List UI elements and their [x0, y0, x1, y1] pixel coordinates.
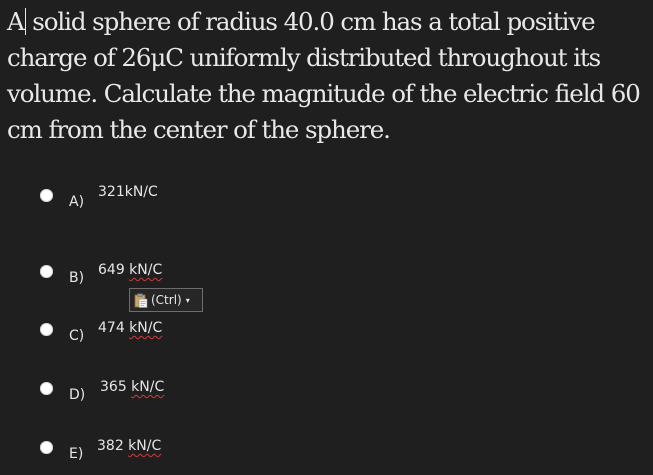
option-d — [0, 375, 400, 415]
paste-options-label: (Ctrl) — [151, 293, 182, 307]
option-letter-d: D) — [69, 387, 86, 403]
radio-button-a[interactable] — [40, 189, 53, 202]
option-letter-e: E) — [69, 446, 84, 462]
question-first-letter: A — [7, 7, 24, 36]
option-letter-b: B) — [69, 270, 85, 286]
radio-button-d[interactable] — [40, 382, 53, 395]
option-value-d-unit: kN/C — [131, 379, 165, 395]
option-value-c — [98, 320, 162, 336]
option-value-d — [100, 379, 164, 395]
paste-options-button[interactable] — [129, 288, 203, 312]
option-value-e-unit: kN/C — [128, 438, 162, 454]
option-value-a — [98, 184, 158, 200]
clipboard-icon — [134, 293, 148, 308]
option-value-c-number: 474 — [98, 320, 130, 336]
radio-button-b[interactable] — [40, 265, 53, 278]
question-body: solid sphere of radius 40.0 cm has a total positive charge of 26μC uniformly distributed throughout its volume. Calculate the magnitude of the electric field 60 cm from the center of the sphere. — [7, 7, 640, 144]
option-letter-a: A) — [69, 194, 85, 210]
option-value-a-number: 321kN/C — [98, 184, 158, 200]
radio-button-c[interactable] — [40, 323, 53, 336]
option-c — [0, 316, 400, 356]
option-value-b-unit: kN/C — [129, 262, 163, 278]
question-text — [7, 4, 647, 148]
chevron-down-icon: ▾ — [185, 295, 190, 305]
option-value-e-number: 382 — [97, 438, 129, 454]
option-value-e — [97, 438, 161, 454]
option-value-c-unit: kN/C — [129, 320, 163, 336]
option-value-b — [98, 262, 162, 278]
option-value-b-number: 649 — [98, 262, 130, 278]
radio-button-e[interactable] — [40, 441, 53, 454]
option-value-d-number: 365 — [100, 379, 132, 395]
option-e — [0, 434, 400, 474]
option-letter-c: C) — [69, 328, 85, 344]
option-a — [0, 178, 400, 218]
